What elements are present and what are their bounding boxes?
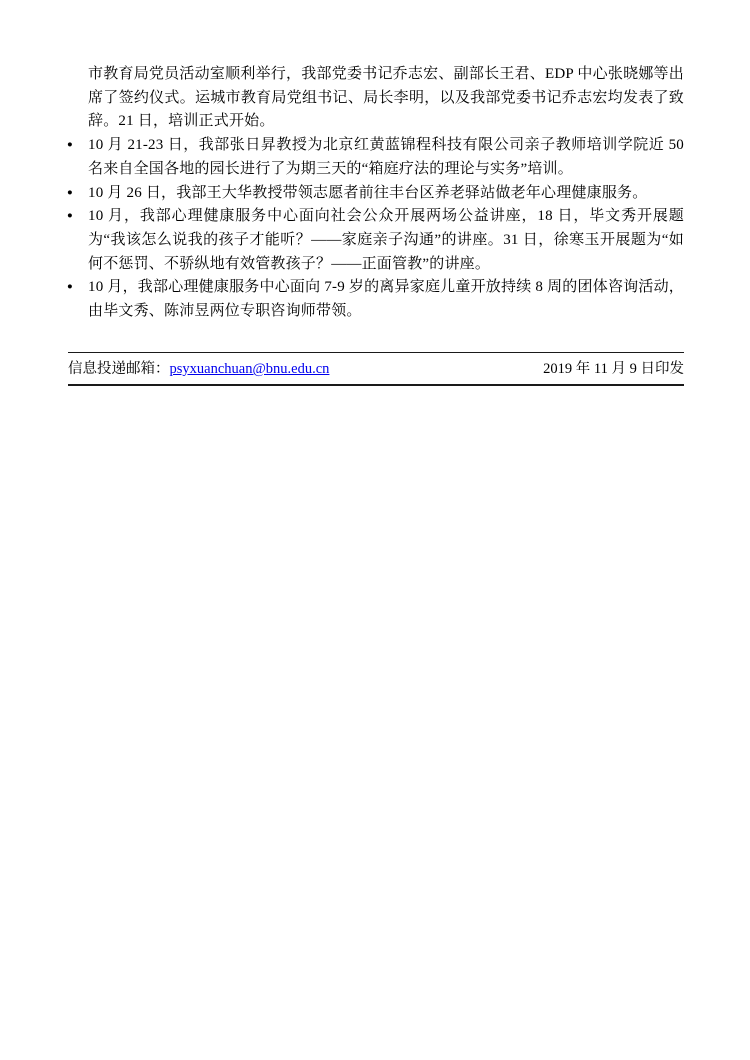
bullet-text: 10 月，我部心理健康服务中心面向社会公众开展两场公益讲座，18 日，毕文秀开展题为“我该怎么说我的孩子才能听？——家庭亲子沟通”的讲座。31 日，徐寒玉开展题为“如何不惩罚、不骄纵地有效管教孩子？——正面管教”的讲座。: [88, 208, 684, 272]
bullet-icon: ●: [67, 211, 73, 222]
list-item: [67, 134, 684, 181]
bullet-icon: ●: [67, 187, 73, 198]
footer-contact: [68, 359, 329, 380]
email-link[interactable]: psyxuanchuan@bnu.edu.cn: [169, 361, 330, 377]
list-item: [67, 205, 684, 276]
list-item: [67, 276, 684, 323]
bullet-text: 10 月 26 日，我部王大华教授带领志愿者前往丰台区养老驿站做老年心理健康服务。: [88, 184, 648, 201]
bullet-icon: ●: [67, 140, 73, 151]
bullet-text: 10 月，我部心理健康服务中心面向 7-9 岁的离异家庭儿童开放持续 8 周的团体咨询活动，由毕文秀、陈沛昱两位专职咨询师带领。: [88, 279, 684, 320]
newsletter-body: [67, 63, 684, 324]
footer-divider-top: [68, 352, 684, 353]
footer: [68, 359, 684, 380]
bullet-icon: ●: [67, 282, 73, 293]
continuation-paragraph: 市教育局党员活动室顺利举行，我部党委书记乔志宏、副部长王君、EDP 中心张晓娜等出席了签约仪式。运城市教育局党组书记、局长李明，以及我部党委书记乔志宏均发表了致辞。21 日，培训正式开始。: [88, 66, 684, 130]
bullet-text: 10 月 21-23 日，我部张日昇教授为北京红黄蓝锦程科技有限公司亲子教师培训学院近 50 名来自全国各地的园长进行了为期三天的“箱庭疗法的理论与实务”培训。: [88, 137, 684, 177]
footer-divider-bottom: [68, 384, 684, 386]
footer-print-date: 2019 年 11 月 9 日印发: [543, 361, 684, 377]
list-item: [67, 182, 684, 206]
footer-contact-label: 信息投递邮箱：: [68, 361, 170, 377]
